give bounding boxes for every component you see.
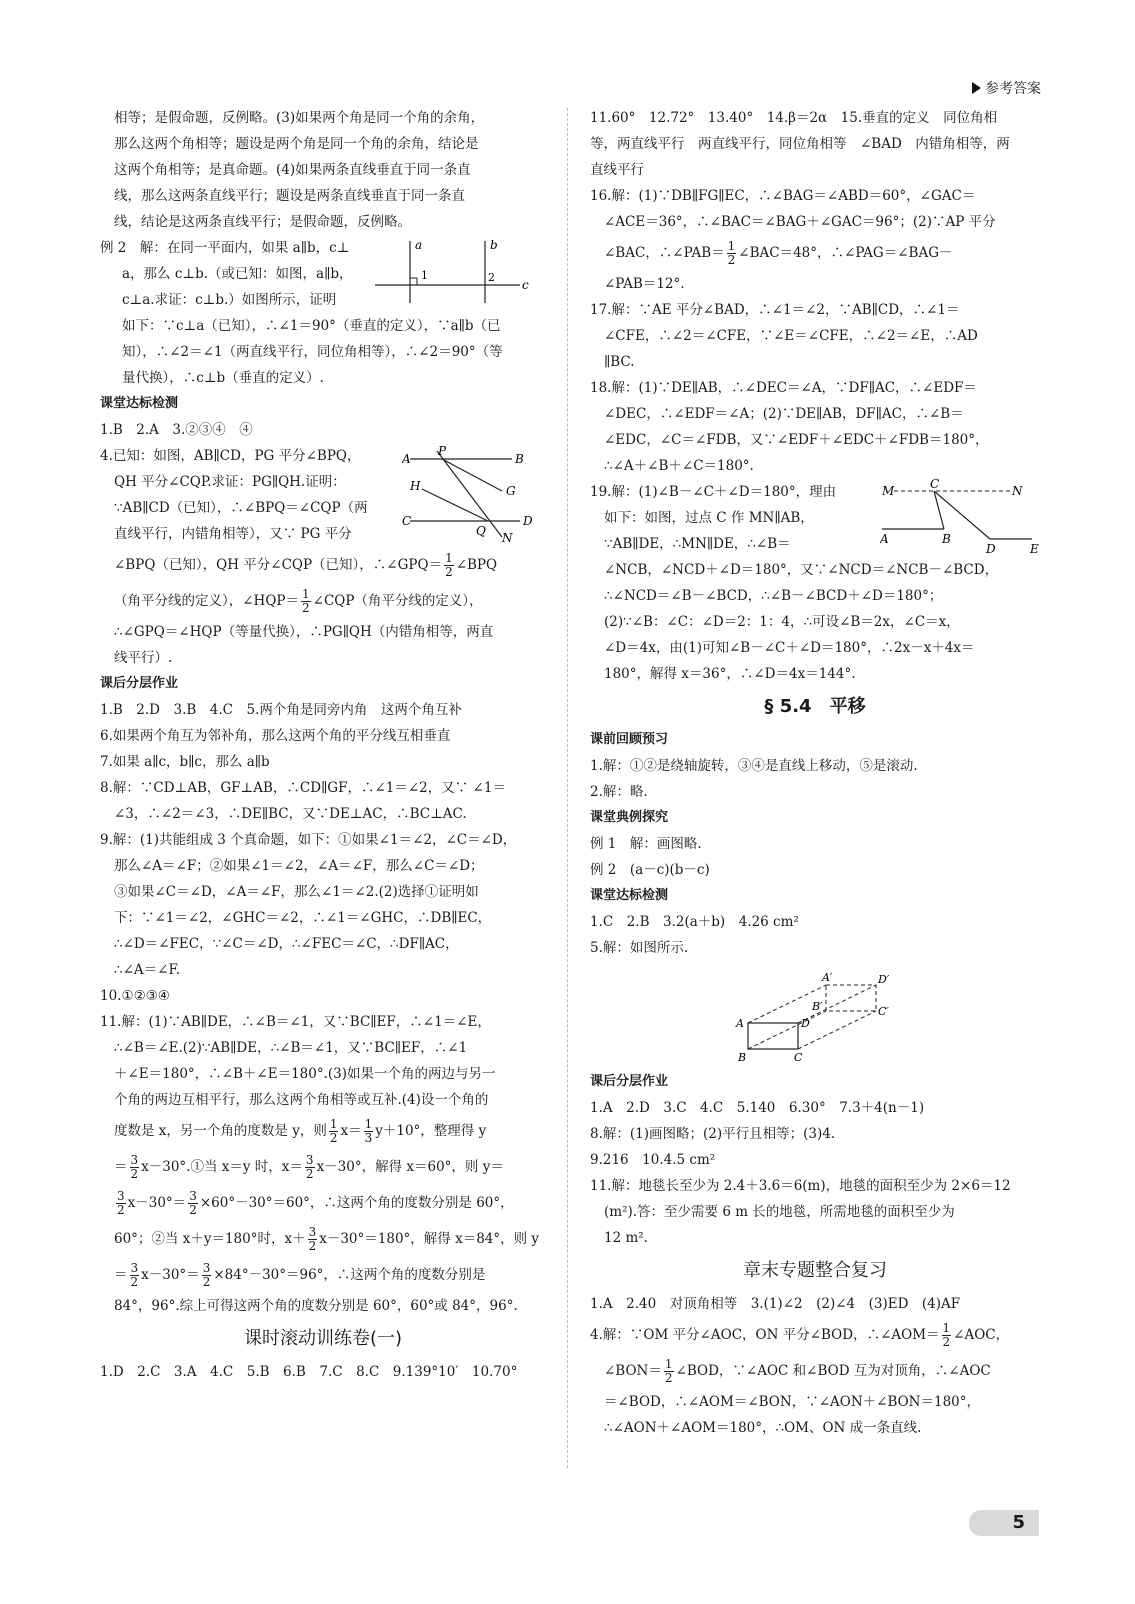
formula-line xyxy=(590,1317,1040,1353)
label-H: H xyxy=(410,479,421,493)
text-line: 这两个角相等；是真命题。(4)如果两条直线垂直于同一条直 xyxy=(114,162,471,178)
text-line: 11.解：地毯长至少为 2.4＋3.6＝6(m)，地毯的面积至少为 2×6＝12 xyxy=(590,1178,1011,1194)
fraction xyxy=(364,1118,374,1145)
text-line: ∴∠AON＋∠AOM＝180°，∴OM、ON 成一条直线. xyxy=(604,1420,922,1436)
column-divider xyxy=(567,108,568,1468)
text-span: ∠CQP（角平分线的定义）， xyxy=(312,593,483,609)
label-a: a xyxy=(415,238,423,252)
text-span: x＝ xyxy=(340,1123,362,1139)
text-line: a，那么 c⊥b.（或已知：如图，a∥b， xyxy=(122,266,353,282)
text-span: ×60°－30°＝60°，∴这两个角的度数分别是 60°， xyxy=(199,1195,514,1211)
text-line: 11.60° 12.72° 13.40° 14.β＝2α 15.垂直的定义 同位角相 xyxy=(590,110,998,126)
label-D: D xyxy=(986,542,996,556)
label-A: A xyxy=(880,532,889,546)
text-line: 9.解：(1)共能组成 3 个真命题，如下：①如果∠1＝∠2，∠C＝∠D， xyxy=(100,832,517,848)
section-heading: 课前回顾预习 xyxy=(590,732,669,747)
label-c: c xyxy=(522,278,529,292)
fraction xyxy=(305,1154,315,1181)
text-span: x－30°＝180°，解得 x＝84°，则 y xyxy=(319,1231,540,1247)
text-line: 例 1 解：画图略. xyxy=(590,836,702,852)
text-line: ∴∠B＝∠E.(2)∵AB∥DE，∴∠B＝∠1，又∵BC∥EF，∴∠1 xyxy=(114,1040,468,1056)
fraction xyxy=(130,1154,140,1181)
question-4 xyxy=(100,443,546,547)
text-line: 1.A 2.D 3.C 4.C 5.140 6.30° 7.3＋4(n－1) xyxy=(590,1100,925,1116)
text-line: 4.已知：如图，AB∥CD，PG 平分∠BPQ， xyxy=(100,448,361,464)
text-line: 10.①②③④ xyxy=(100,988,170,1004)
line-pg xyxy=(442,459,502,491)
text-line: 16.解：(1)∵DB∥FG∥EC，∴∠BAG＝∠ABD＝60°，∠GAC＝ xyxy=(590,188,976,204)
label-C: C xyxy=(930,479,940,491)
formula-line xyxy=(100,547,546,583)
text-line: 1.C 2.B 3.2(a＋b) 4.26 cm² xyxy=(590,914,799,930)
text-line: (2)∵∠B：∠C：∠D＝2：1：4，∴可设∠B＝2x，∠C＝x， xyxy=(604,614,960,630)
text-line: ∥BC. xyxy=(604,354,635,370)
formula-line xyxy=(100,1221,546,1257)
text-line: 知），∴∠2＝∠1（两直线平行，同位角相等），∴∠2＝90°（等 xyxy=(122,344,503,360)
denominator: 2 xyxy=(117,1203,125,1217)
text-line: 直线平行，内错角相等），又∵ PG 平分 xyxy=(114,526,352,542)
play-triangle-icon xyxy=(972,82,981,94)
text-line: 线，结论是这两条直线平行；是假命题，反例略。 xyxy=(114,214,411,230)
text-line: ∠DEC，∴∠EDF＝∠A；(2)∵DE∥AB，DF∥AC，∴∠B＝ xyxy=(604,406,964,422)
section-heading: 课后分层作业 xyxy=(590,1074,669,1089)
label-E: E xyxy=(1030,542,1039,556)
numerator: 1 xyxy=(302,587,310,601)
label-b: b xyxy=(490,238,498,252)
text-line: ＋∠E＝180°，∴∠B＋∠E＝180°.(3)如果一个角的两边与另一 xyxy=(114,1066,496,1082)
text-line: 17.解：∵AE 平分∠BAD，∴∠1＝∠2，∵AB∥CD，∴∠1＝ xyxy=(590,302,960,318)
formula-line xyxy=(590,235,1040,271)
denominator: 2 xyxy=(664,1371,673,1385)
numerator: 1 xyxy=(445,551,453,565)
label-1: 1 xyxy=(421,269,428,282)
text-line: ∠PAB＝12°. xyxy=(604,276,685,292)
text-line: 如下：如图，过点 C 作 MN∥AB， xyxy=(604,510,814,526)
text-line: 12 m². xyxy=(604,1230,648,1246)
text-line: 11.解：(1)∵AB∥DE，∴∠B＝∠1，又∵BC∥EF，∴∠1＝∠E， xyxy=(100,1014,491,1030)
page-number: 5 xyxy=(969,1510,1039,1536)
label-D1: D′ xyxy=(878,973,890,986)
text-line: ∴∠A＋∠B＋∠C＝180°. xyxy=(604,458,754,474)
label-D: D xyxy=(801,1017,810,1030)
label-B1: B′ xyxy=(812,1000,823,1013)
text-line: (m²).答：至少需要 6 m 长的地毯，所需地毯的面积至少为 xyxy=(604,1204,955,1220)
text-line: 线，那么这两条直线平行；题设是两条直线垂直于同一条直 xyxy=(114,188,465,204)
formula-line xyxy=(100,583,546,619)
text-line: 5.解：如图所示. xyxy=(590,940,689,956)
text-span: ＝ xyxy=(114,1267,128,1283)
numerator: 3 xyxy=(130,1153,139,1167)
text-span: ∠BPQ xyxy=(455,557,498,573)
text-line: 线平行）. xyxy=(114,650,173,666)
fraction xyxy=(116,1190,126,1217)
formula-line xyxy=(100,1149,546,1185)
numerator: 1 xyxy=(329,1117,338,1131)
numerator: 1 xyxy=(664,1357,673,1371)
text-line: 2.解：略. xyxy=(590,784,648,800)
text-line: 直线平行 xyxy=(590,162,644,178)
formula-line xyxy=(100,1257,546,1293)
text-line: 9.216 10.4.5 cm² xyxy=(590,1152,716,1168)
label-C1: C′ xyxy=(878,1005,889,1018)
label-B: B xyxy=(738,1051,747,1064)
section-title: § 5.4 平移 xyxy=(764,696,866,717)
text-line: 18.解：(1)∵DE∥AB，∴∠DEC＝∠A，∵DF∥AC，∴∠EDF＝ xyxy=(590,380,977,396)
header-title: 参考答案 xyxy=(985,81,1041,97)
fraction xyxy=(664,1358,674,1385)
text-line: 等，两直线平行 两直线平行，同位角相等 ∠BAD 内错角相等，两 xyxy=(590,136,1010,152)
bent-lines-figure xyxy=(880,479,1040,559)
text-line: 180°，解得 x＝36°，∴∠D＝4x＝144°. xyxy=(604,666,856,682)
text-line: c⊥a.求证：c⊥b.）如图所示，证明 xyxy=(122,292,337,308)
label-Q: Q xyxy=(476,524,486,538)
text-line: 1.D 2.C 3.A 4.C 5.B 6.B 7.C 8.C 9.139°10′ 10.70° xyxy=(100,1364,518,1380)
text-span: 4.解：∵OM 平分∠AOC，ON 平分∠BOD，∴∠AOM＝ xyxy=(590,1327,940,1343)
right-column xyxy=(590,105,1040,1441)
denominator: 2 xyxy=(329,1131,338,1145)
formula-line xyxy=(100,1185,546,1221)
label-C: C xyxy=(402,514,412,528)
label-A1: A′ xyxy=(822,971,833,984)
text-line: QH 平分∠CQP.求证：PG∥QH.证明： xyxy=(114,474,346,490)
text-line: ∴∠A＝∠F. xyxy=(114,962,181,978)
question-19 xyxy=(590,479,1040,557)
text-line: 8.解：∵CD⊥AB，GF⊥AB，∴CD∥GF，∴∠1＝∠2，又∵ ∠1＝ xyxy=(100,780,506,796)
text-span: （角平分线的定义），∠HQP＝ xyxy=(114,593,299,609)
fraction xyxy=(202,1262,212,1289)
formula-line xyxy=(590,1353,1040,1389)
text-line: 相等；是假命题，反例略。(3)如果两个角是同一个角的余角， xyxy=(114,110,485,126)
label-D: D xyxy=(523,514,533,528)
section-heading: 课堂达标检测 xyxy=(100,396,179,411)
line-pq xyxy=(437,451,502,537)
fraction xyxy=(942,1322,952,1349)
fraction xyxy=(727,240,737,267)
numerator: 3 xyxy=(130,1261,139,1275)
angle-bisector-figure xyxy=(402,445,542,543)
text-line: 6.如果两个角互为邻补角，那么这两个角的平分线互相垂直 xyxy=(100,728,451,744)
text-span: x－30°，解得 x＝60°，则 y＝ xyxy=(316,1159,504,1175)
text-line: 1.解：①②是绕轴旋转，③④是直线上移动，⑤是滚动. xyxy=(590,758,918,774)
text-line: 个角的两边互相平行，那么这两个角相等或互补.(4)设一个角的 xyxy=(114,1092,489,1108)
text-line: ∴∠GPQ＝∠HQP（等量代换），∴PG∥QH（内错角相等，两直 xyxy=(114,624,494,640)
text-line: 例 2 解：在同一平面内，如果 a∥b，c⊥ xyxy=(100,240,350,256)
section-heading: 课堂达标检测 xyxy=(590,888,669,903)
text-span: x－30°＝ xyxy=(141,1267,200,1283)
denominator: 2 xyxy=(130,1167,139,1181)
denominator: 2 xyxy=(189,1203,197,1217)
label-N: N xyxy=(502,531,513,543)
numerator: 3 xyxy=(202,1261,211,1275)
section-heading: 课后分层作业 xyxy=(100,676,179,691)
line-bc xyxy=(934,491,944,529)
text-line: ∠NCB，∠NCD＋∠D＝180°，又∵∠NCD＝∠NCB－∠BCD， xyxy=(604,562,999,578)
text-line: 下：∵∠1＝∠2，∠GHC＝∠2，∴∠1＝∠GHC，∴DB∥EC， xyxy=(114,910,492,926)
text-line: ∠ACE＝36°，∴∠BAC＝∠BAG＋∠GAC＝96°；(2)∵AP 平分 xyxy=(604,214,996,230)
numerator: 3 xyxy=(117,1189,125,1203)
fraction xyxy=(130,1262,140,1289)
label-A: A xyxy=(736,1017,744,1030)
text-line: 那么这两个角相等；题设是两个角是同一个角的余角，结论是 xyxy=(114,136,479,152)
fraction xyxy=(308,1226,318,1253)
numerator: 3 xyxy=(305,1153,314,1167)
label-G: G xyxy=(506,484,516,498)
denominator: 2 xyxy=(302,601,310,615)
fraction xyxy=(301,588,311,615)
prism-translation-figure xyxy=(730,965,900,1065)
text-line: 例 2 (a－c)(b－c) xyxy=(590,862,710,878)
denominator: 2 xyxy=(305,1167,314,1181)
parallel-lines-figure xyxy=(370,235,530,305)
label-P: P xyxy=(438,445,447,458)
text-line: ∴∠NCD＝∠B－∠BCD，∴∠B－∠BCD＋∠D＝180°； xyxy=(604,588,943,604)
numerator: 1 xyxy=(364,1117,373,1131)
text-line: 1.B 2.A 3.②③④ ④ xyxy=(100,422,253,438)
text-line: 19.解：(1)∠B－∠C＋∠D＝180°，理由 xyxy=(590,484,837,500)
right-angle-mark xyxy=(410,278,417,285)
text-line: 1.A 2.40 对顶角相等 3.(1)∠2 (2)∠4 (3)ED (4)AF xyxy=(590,1296,961,1312)
text-line: ∠EDC，∠C＝∠FDB，又∵∠EDF＋∠EDC＋∠FDB＝180°， xyxy=(604,432,989,448)
label-M: M xyxy=(882,484,895,498)
numerator: 3 xyxy=(189,1189,197,1203)
text-line: ∠CFE，∴∠2＝∠CFE，∵∠E＝∠CFE，∴∠2＝∠E，∴AD xyxy=(604,328,978,344)
denominator: 2 xyxy=(445,565,453,579)
text-span: x－30°.①当 x＝y 时，x＝ xyxy=(141,1159,303,1175)
denominator: 2 xyxy=(130,1275,139,1289)
text-span: ∠BON＝ xyxy=(604,1363,662,1379)
denominator: 2 xyxy=(308,1239,317,1253)
example-2 xyxy=(100,235,546,391)
left-column xyxy=(100,105,546,1385)
denominator: 2 xyxy=(202,1275,211,1289)
text-line: 量代换），∴c⊥b（垂直的定义）. xyxy=(122,370,324,386)
fraction xyxy=(188,1190,198,1217)
text-line: ∴∠D＝∠FEC，∵∠C＝∠D，∴∠FEC＝∠C，∴DF∥AC， xyxy=(114,936,459,952)
page-header xyxy=(972,78,1041,98)
numerator: 1 xyxy=(727,239,736,253)
text-span: ∠BOD，∵∠AOC 和∠BOD 互为对顶角，∴∠AOC xyxy=(675,1363,991,1379)
label-C: C xyxy=(794,1051,803,1064)
numerator: 1 xyxy=(942,1321,951,1335)
text-span: ∠BPQ（已知），QH 平分∠CQP（已知），∴∠GPQ＝ xyxy=(114,557,443,573)
text-span: 60°；②当 x＋y＝180°时，x＋ xyxy=(114,1231,306,1247)
text-line: 84°，96°.综上可得这两个角的度数分别是 60°，60°或 84°，96°. xyxy=(114,1298,518,1314)
text-line: 那么∠A＝∠F；②如果∠1＝∠2，∠A＝∠F，那么∠C＝∠D； xyxy=(114,858,484,874)
text-line: 7.如果 a∥c，b∥c，那么 a∥b xyxy=(100,754,270,770)
label-A: A xyxy=(402,452,411,466)
text-span: ∠AOC， xyxy=(953,1327,1010,1343)
text-span: x－30°＝ xyxy=(127,1195,187,1211)
text-span: ×84°－30°＝96°，∴这两个角的度数分别是 xyxy=(213,1267,486,1283)
section-title: 课时滚动训练卷(一) xyxy=(243,1328,403,1349)
label-2: 2 xyxy=(488,271,495,284)
text-line: 如下：∵c⊥a（已知），∴∠1＝90°（垂直的定义），∵a∥b（已 xyxy=(122,318,501,334)
text-span: ∠BAC，∴∠PAB＝ xyxy=(604,245,725,261)
text-line: 1.B 2.D 3.B 4.C 5.两个角是同旁内角 这两个角互补 xyxy=(100,702,462,718)
text-line: 8.解：(1)画图略；(2)平行且相等；(3)4. xyxy=(590,1126,836,1142)
text-line: ∠3，∴∠2＝∠3，∴DE∥BC，又∵DE⊥AC，∴BC⊥AC. xyxy=(114,806,467,822)
edge-bb1 xyxy=(748,1011,826,1049)
formula-line xyxy=(100,1113,546,1149)
text-line: ∠D＝4x，由(1)可知∠B－∠C＋∠D＝180°，∴2x－x＋4x＝ xyxy=(604,640,975,656)
text-line: ∵AB∥DE，∴MN∥DE，∴∠B＝ xyxy=(604,536,791,552)
denominator: 2 xyxy=(727,253,736,267)
text-span: ∠BAC＝48°，∴∠PAG＝∠BAG－ xyxy=(738,245,953,261)
text-span: ＝ xyxy=(114,1159,128,1175)
text-line: ＝∠BOD，∴∠AOM＝∠BON，∵∠AON＋∠BON＝180°， xyxy=(604,1394,981,1410)
label-B: B xyxy=(942,532,951,546)
text-line: ∵AB∥CD（已知），∴∠BPQ＝∠CQP（两 xyxy=(114,500,368,516)
numerator: 3 xyxy=(308,1225,317,1239)
text-span: 度数是 x，另一个角的度数是 y，则 xyxy=(114,1123,327,1139)
fraction xyxy=(444,552,454,579)
denominator: 3 xyxy=(364,1131,373,1145)
fraction xyxy=(329,1118,339,1145)
denominator: 2 xyxy=(942,1335,951,1349)
text-span: y＋10°，整理得 y xyxy=(375,1123,487,1139)
label-N: N xyxy=(1012,484,1023,498)
label-B: B xyxy=(515,452,524,466)
section-heading: 课堂典例探究 xyxy=(590,810,669,825)
section-title: 章末专题整合复习 xyxy=(743,1260,887,1281)
text-line: ③如果∠C＝∠D，∠A＝∠F，那么∠1＝∠2.(2)选择①证明如 xyxy=(114,884,479,900)
